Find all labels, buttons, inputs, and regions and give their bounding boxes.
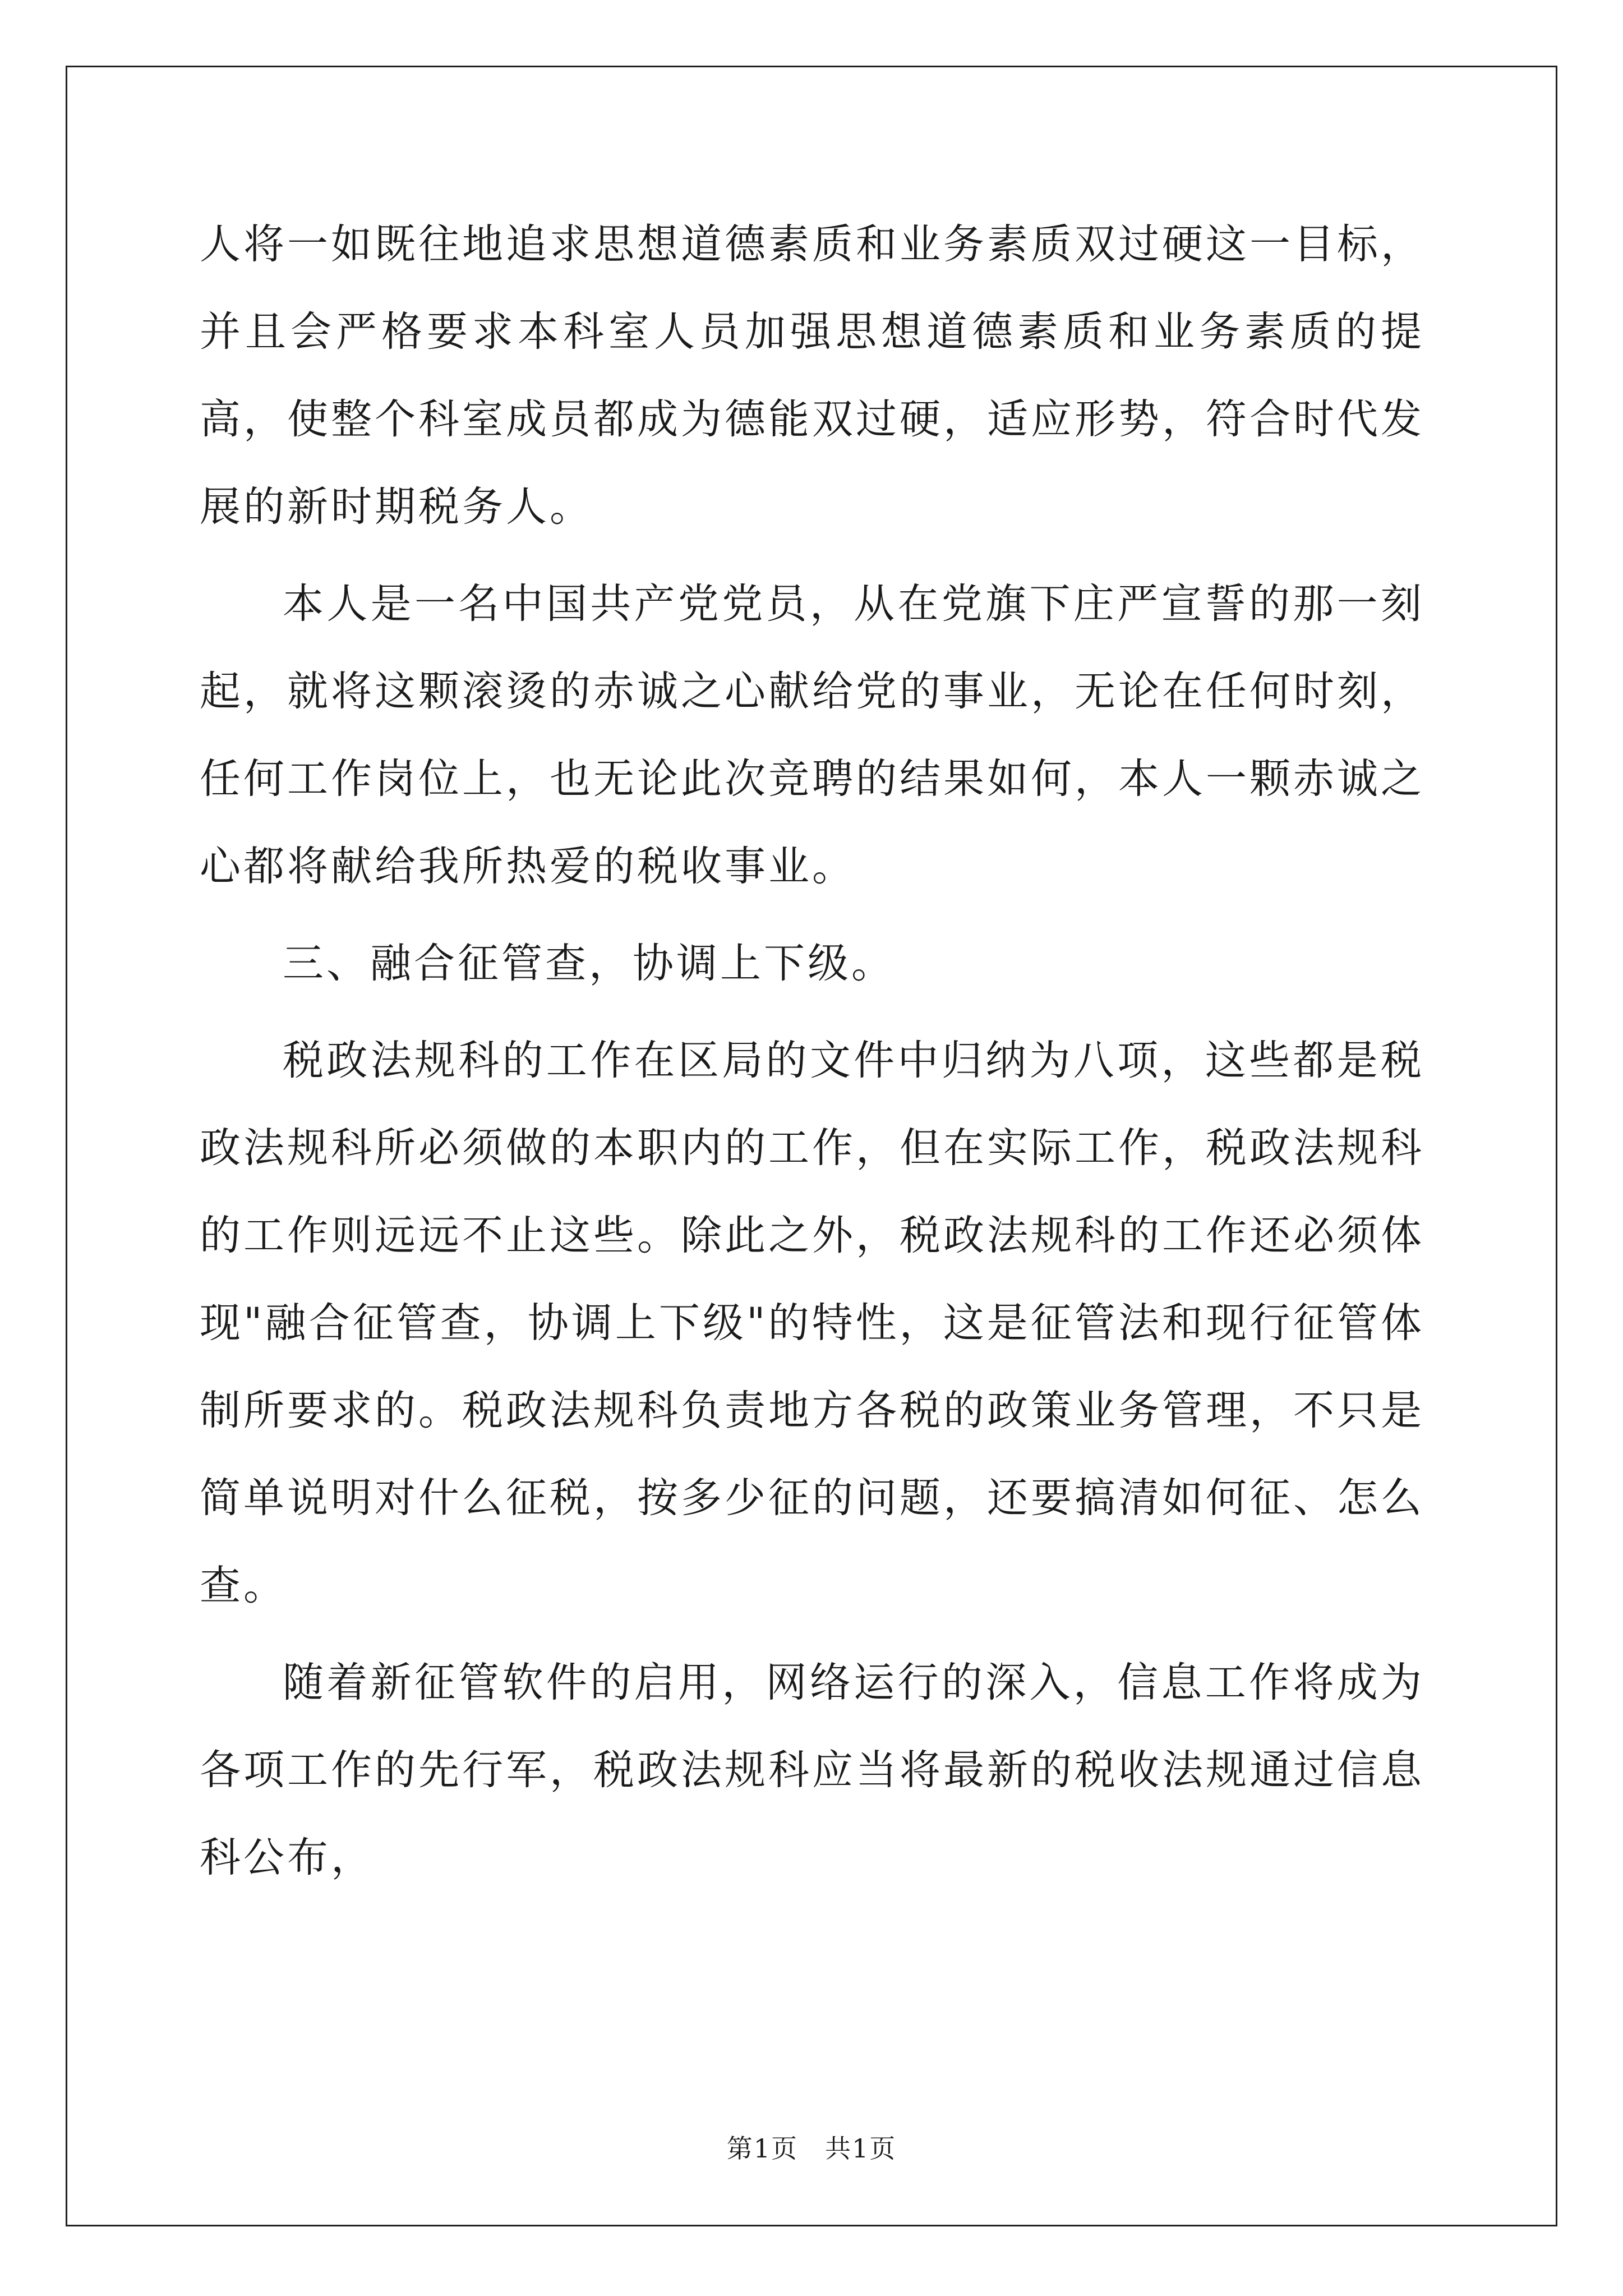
paragraph-1: 人将一如既往地追求思想道德素质和业务素质双过硬这一目标，并且会严格要求本科室人员加强思想道德素质和业务素质的提高，使整个科室成员都成为德能双过硬，适应形势，符合时代发展的新时期税务人。 [200,220,1424,531]
paragraph-4: 税政法规科的工作在区局的文件中归纳为八项，这些都是税政法规科所必须做的本职内的工作，但在实际工作，税政法规科的工作则远远不止这些。除此之外，税政法规科的工作还必须体现"融合征管查，协调上下级"的特性，这是征管法和现行征管体制所要求的。税政法规科负责地方各税的政策业务管理，不只是简单说明对什么征税，按多少征的问题，还要搞清如何征、怎么查。 [200,1037,1424,1609]
section-heading-3: 三、融合征管查，协调上下级。 [283,940,895,987]
page-footer: 第1页 共1页 [726,2133,897,2164]
paragraph-5: 随着新征管软件的启用，网络运行的深入，信息工作将成为各项工作的先行军，税政法规科应当将最新的税收法规通过信息科公布， [200,1659,1424,1881]
document-body [200,201,1424,1911]
paragraph-2: 本人是一名中国共产党党员，从在党旗下庄严宣誓的那一刻起，就将这颗滚烫的赤诚之心献给党的事业，无论在任何时刻，任何工作岗位上，也无论此次竞聘的结果如何，本人一颗赤诚之心都将献给我所热爱的税收事业。 [200,580,1424,890]
